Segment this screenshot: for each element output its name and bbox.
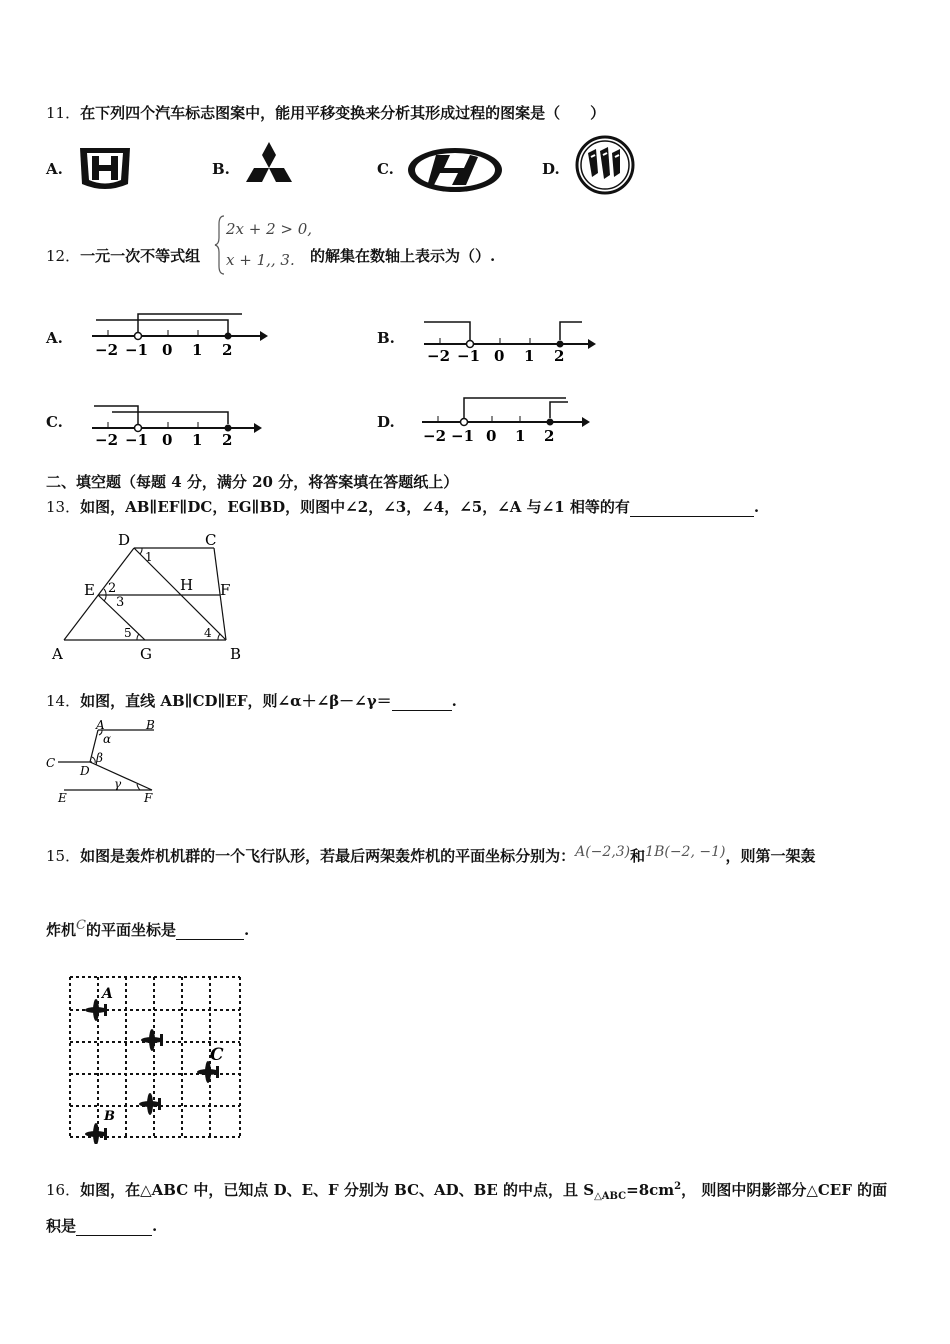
question-number: 16． <box>46 1181 81 1199</box>
question-text: 在下列四个汽车标志图案中，能用平移变换来分析其形成过程的图案是（ ） <box>80 104 606 122</box>
question-16-line-2 <box>46 1215 157 1236</box>
q15-formation-grid <box>64 972 244 1144</box>
axis-label: −2 <box>95 341 119 359</box>
angle-label: 2 <box>108 581 117 596</box>
number-line-b <box>420 314 600 364</box>
answer-blank[interactable] <box>630 498 754 517</box>
q12-option-c-label[interactable]: C. <box>46 413 63 431</box>
question-text: 如图，AB∥EF∥DC，EG∥BD，则图中∠2，∠3，∠4，∠5，∠A 与∠1 相等的有 <box>80 498 630 516</box>
axis-label: 0 <box>162 431 173 448</box>
angle-label: 5 <box>124 626 132 640</box>
axis-label: 1 <box>192 341 203 359</box>
axis-label: 1 <box>515 427 526 445</box>
area-superscript: 2 <box>674 1181 682 1192</box>
axis-label: −1 <box>125 431 149 448</box>
axis-label: −2 <box>423 427 447 445</box>
q12-option-d-label[interactable]: D. <box>377 413 395 431</box>
axis-label: 1 <box>524 347 535 364</box>
coord-b: 1B(−2, −1) <box>645 844 726 860</box>
point-label: E <box>84 581 95 599</box>
answer-blank[interactable] <box>76 1217 152 1236</box>
angle-label: 1 <box>145 550 153 564</box>
question-end: . <box>753 498 760 516</box>
q12-option-a-label[interactable]: A. <box>46 329 63 347</box>
point-label: B <box>230 645 242 663</box>
question-text: ， 则图中阴影部分△CEF 的面 <box>681 1181 888 1199</box>
question-15-line-2 <box>46 919 249 940</box>
q11-option-d-label[interactable]: D. <box>542 160 560 178</box>
question-number: 14． <box>46 692 81 710</box>
question-text: 如图是轰炸机机群的一个飞行队形，若最后两架轰炸机的平面坐标分别为： <box>80 847 576 865</box>
point-label: A <box>52 645 63 663</box>
q11-option-a-label[interactable]: A. <box>46 160 63 178</box>
question-text: 积是 <box>46 1217 77 1235</box>
section-2-title: 二、填空题（每题 4 分，满分 20 分，将答案填在答题纸上） <box>46 473 459 491</box>
number-line-a <box>88 306 268 360</box>
point-label: D <box>80 764 90 778</box>
question-number: 12． <box>46 247 81 265</box>
question-text: 一元一次不等式组 <box>80 247 201 265</box>
plane-label: B <box>104 1109 115 1124</box>
axis-label: 0 <box>162 341 173 359</box>
question-number: 15． <box>46 847 81 865</box>
axis-label: −2 <box>427 347 451 364</box>
inequality-line-1: 2x + 2 > 0, <box>226 220 313 238</box>
axis-label: −1 <box>451 427 475 445</box>
question-text: =8cm <box>626 1181 675 1199</box>
axis-label: −1 <box>457 347 481 364</box>
question-text: 的平面坐标是 <box>85 921 176 939</box>
angle-label: γ <box>114 777 122 791</box>
question-12-tail: 的解集在数轴上表示为（）. <box>310 247 496 265</box>
question-end: . <box>451 692 457 710</box>
axis-label: 0 <box>486 427 497 445</box>
question-11 <box>46 102 605 123</box>
inequality-line-2: x + 1,, 3. <box>226 251 295 269</box>
point-label: H <box>180 576 194 594</box>
axis-label: 0 <box>494 347 505 364</box>
question-14 <box>46 690 457 711</box>
question-text: 如图，在△ABC 中，已知点 D、E、F 分别为 BC、AD、BE 的中点，且 S <box>80 1181 595 1199</box>
plane-icon <box>139 1093 161 1115</box>
plane-label: C <box>210 1045 224 1065</box>
axis-label: 2 <box>544 427 555 445</box>
point-label: B <box>146 718 155 732</box>
answer-blank[interactable] <box>392 692 452 711</box>
angle-label: β <box>96 751 103 765</box>
mitsubishi-logo-icon <box>238 140 300 196</box>
question-13 <box>46 496 759 517</box>
question-12 <box>46 245 200 266</box>
point-label: F <box>220 581 231 599</box>
question-15-line-1 <box>46 845 815 866</box>
question-text-cont: ，则第一架轰 <box>725 847 816 865</box>
coord-a: A(−2,3) <box>575 844 631 860</box>
question-end: . <box>152 1217 158 1235</box>
axis-label: 2 <box>554 347 565 364</box>
hyundai-logo-icon <box>406 146 504 194</box>
angle-label: α <box>103 732 112 746</box>
number-line-c <box>88 398 268 448</box>
q14-parallel-lines-figure <box>44 716 168 808</box>
point-label: G <box>140 645 152 663</box>
plane-icon <box>141 1029 163 1051</box>
point-label: A <box>96 718 105 732</box>
angle-label: 4 <box>204 626 212 640</box>
inequality-system-brace <box>214 214 226 276</box>
question-16-line-1 <box>46 1179 887 1202</box>
point-label: F <box>144 791 153 805</box>
number-line-d <box>418 392 598 446</box>
question-end: . <box>243 921 250 939</box>
plane-label: A <box>102 986 113 1002</box>
question-number: 13． <box>46 498 81 516</box>
question-text: 炸机 <box>46 921 77 939</box>
plane-icon <box>85 1123 107 1144</box>
question-text: 如图，直线 AB∥CD∥EF，则∠α＋∠β－∠γ＝ <box>80 692 392 710</box>
angle-label: 3 <box>116 595 125 610</box>
point-label: D <box>118 531 131 549</box>
axis-label: 2 <box>222 431 233 448</box>
plane-icon <box>85 999 107 1021</box>
question-number: 11． <box>46 104 81 122</box>
axis-label: 1 <box>192 431 203 448</box>
axis-label: −1 <box>125 341 149 359</box>
answer-blank[interactable] <box>176 921 244 940</box>
point-label: E <box>58 791 67 805</box>
buick-logo-icon <box>574 135 636 195</box>
axis-label: −2 <box>95 431 119 448</box>
q12-option-b-label[interactable]: B. <box>377 329 395 347</box>
axis-label: 2 <box>222 341 233 359</box>
point-label: C <box>205 531 217 549</box>
area-subscript: △ABC <box>594 1191 627 1202</box>
honda-logo-icon <box>76 144 134 194</box>
coord-c: C <box>76 918 86 933</box>
q11-option-c-label[interactable]: C. <box>377 160 394 178</box>
q13-trapezoid-figure <box>44 528 254 668</box>
q11-option-b-label[interactable]: B. <box>212 160 230 178</box>
point-label: C <box>46 756 56 770</box>
and-text: 和 <box>630 847 646 865</box>
